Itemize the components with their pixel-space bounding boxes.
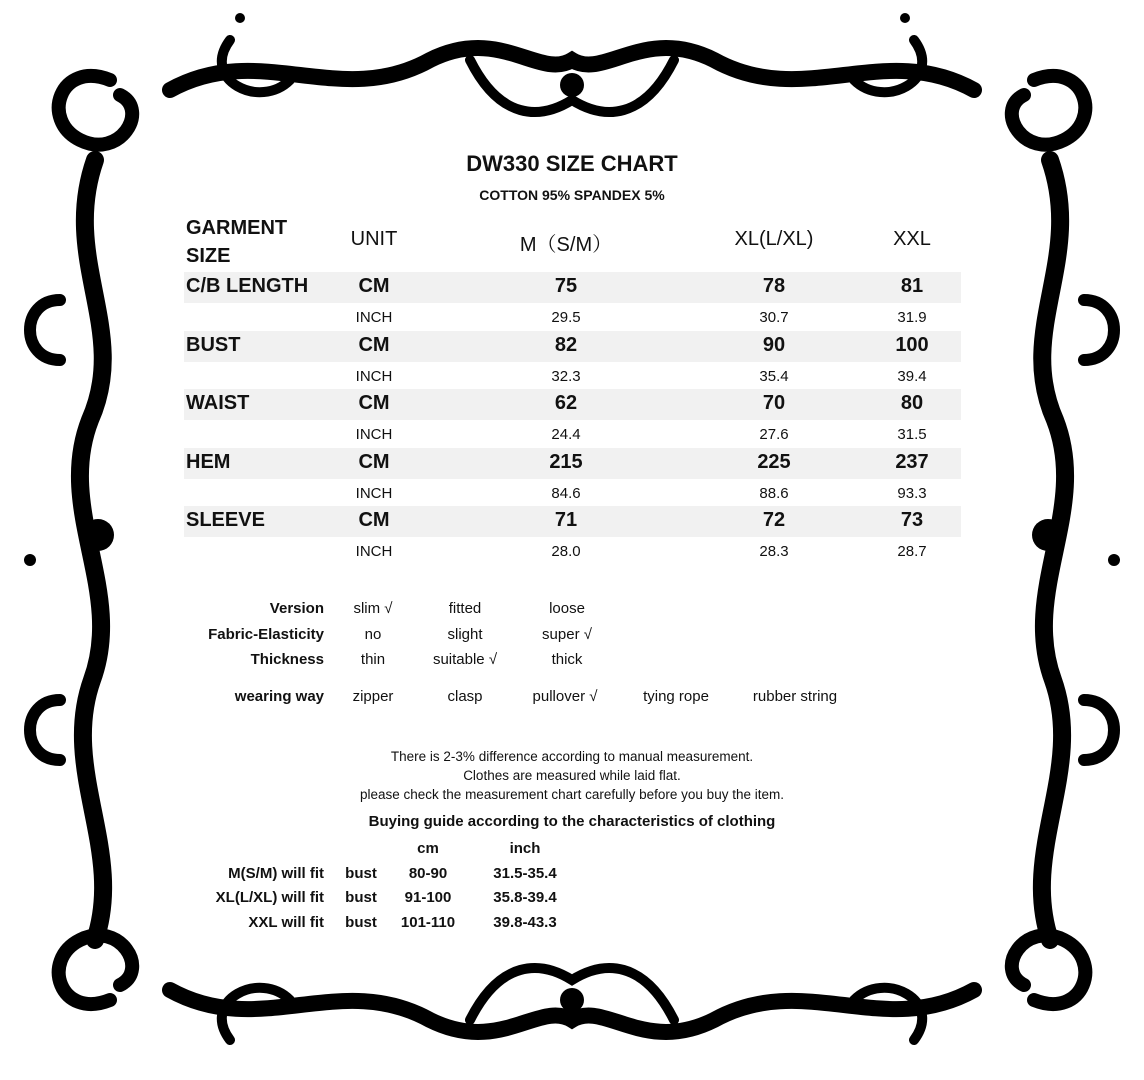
wearing-way-option: zipper	[352, 688, 394, 705]
cm-value: 215	[549, 450, 583, 473]
property-option: no	[364, 626, 382, 643]
measurement-label: BUST	[186, 333, 241, 356]
unit-cm: CM	[358, 509, 390, 532]
guide-inch: 31.5-35.4	[493, 865, 557, 882]
property-option: super √	[542, 626, 592, 643]
guide-inch: 35.8-39.4	[493, 889, 557, 906]
inch-value: 35.4	[759, 367, 789, 385]
inch-value: 31.5	[897, 426, 927, 444]
garment-size-header: GARMENT SIZE	[186, 217, 288, 267]
cm-value: 82	[554, 333, 578, 356]
property-label: Fabric-Elasticity	[208, 626, 324, 643]
cm-value: 78	[762, 275, 786, 297]
cm-value: 225	[757, 450, 791, 473]
property-option: fitted	[448, 600, 482, 617]
unit-cm: CM	[358, 450, 390, 473]
guide-size: M(S/M) will fit	[228, 865, 324, 882]
inch-value: 39.4	[897, 367, 927, 385]
cm-value: 62	[554, 392, 578, 415]
property-option: suitable √	[432, 651, 498, 668]
guide-size: XXL will fit	[248, 914, 324, 931]
unit-inch: INCH	[355, 367, 393, 385]
guide-inch-header: inch	[509, 840, 541, 857]
guide-part: bust	[345, 865, 377, 882]
cm-value: 72	[762, 509, 786, 532]
wearing-way-option: pullover √	[532, 688, 598, 705]
cm-value: 80	[900, 392, 924, 415]
unit-header: UNIT	[350, 228, 398, 250]
measurement-label: HEM	[186, 450, 231, 473]
guide-inch: 39.8-43.3	[493, 914, 557, 931]
buying-guide-title: Buying guide according to the characteristics of clothing	[368, 813, 776, 830]
cm-value: 237	[895, 450, 929, 473]
guide-cm: 101-110	[400, 914, 456, 931]
cm-value: 90	[762, 333, 786, 356]
cm-value: 81	[900, 275, 924, 297]
size-header-m: M（S/M）	[519, 234, 613, 256]
cm-value: 71	[554, 509, 578, 532]
size-header-xxl: XXL	[893, 228, 931, 250]
guide-part: bust	[345, 889, 377, 906]
inch-value: 28.7	[897, 543, 927, 561]
guide-cm-header: cm	[417, 840, 439, 857]
chart-title: DW330 SIZE CHART	[466, 151, 678, 176]
property-option: thick	[551, 651, 583, 668]
wearing-way-label: wearing way	[234, 688, 324, 705]
inch-value: 30.7	[759, 309, 789, 326]
property-option: slight	[447, 626, 483, 643]
size-header-xl: XL(L/XL)	[734, 228, 814, 250]
wearing-way-option: rubber string	[752, 688, 838, 705]
unit-inch: INCH	[355, 543, 393, 561]
fabric-composition: COTTON 95% SPANDEX 5%	[479, 187, 665, 203]
guide-size: XL(L/XL) will fit	[215, 889, 324, 906]
wearing-way-option: tying rope	[643, 688, 709, 705]
inch-value: 84.6	[551, 484, 581, 502]
inch-value: 24.4	[551, 426, 581, 444]
cm-value: 75	[554, 275, 578, 297]
unit-cm: CM	[358, 275, 390, 297]
property-option: loose	[549, 600, 585, 617]
unit-cm: CM	[358, 333, 390, 356]
unit-cm: CM	[358, 392, 390, 415]
unit-inch: INCH	[355, 426, 393, 444]
measurement-note: There is 2-3% difference according to manual measurement.	[390, 749, 754, 764]
cm-value: 100	[895, 333, 929, 356]
check-chart-note: please check the measurement chart carefully before you buy the item.	[360, 787, 784, 802]
inch-value: 31.9	[897, 309, 927, 326]
guide-cm: 91-100	[404, 889, 452, 906]
inch-value: 28.0	[551, 543, 581, 561]
guide-cm: 80-90	[408, 865, 448, 882]
measurement-label: SLEEVE	[186, 509, 265, 532]
unit-inch: INCH	[355, 484, 393, 502]
property-option: slim √	[353, 600, 393, 617]
cm-value: 70	[762, 392, 786, 415]
laid-flat-note: Clothes are measured while laid flat.	[463, 768, 681, 783]
measurement-label: WAIST	[186, 392, 250, 415]
inch-value: 27.6	[759, 426, 789, 444]
guide-part: bust	[345, 914, 377, 931]
inch-value: 32.3	[551, 367, 581, 385]
inch-value: 88.6	[759, 484, 789, 502]
inch-value: 93.3	[897, 484, 927, 502]
wearing-way-option: clasp	[447, 688, 483, 705]
property-label: Version	[269, 600, 324, 617]
measurement-label: C/B LENGTH	[186, 275, 309, 297]
inch-value: 28.3	[759, 543, 789, 561]
unit-inch: INCH	[355, 309, 393, 326]
inch-value: 29.5	[551, 309, 581, 326]
property-label: Thickness	[250, 651, 324, 668]
cm-value: 73	[900, 509, 924, 532]
property-option: thin	[360, 651, 386, 668]
